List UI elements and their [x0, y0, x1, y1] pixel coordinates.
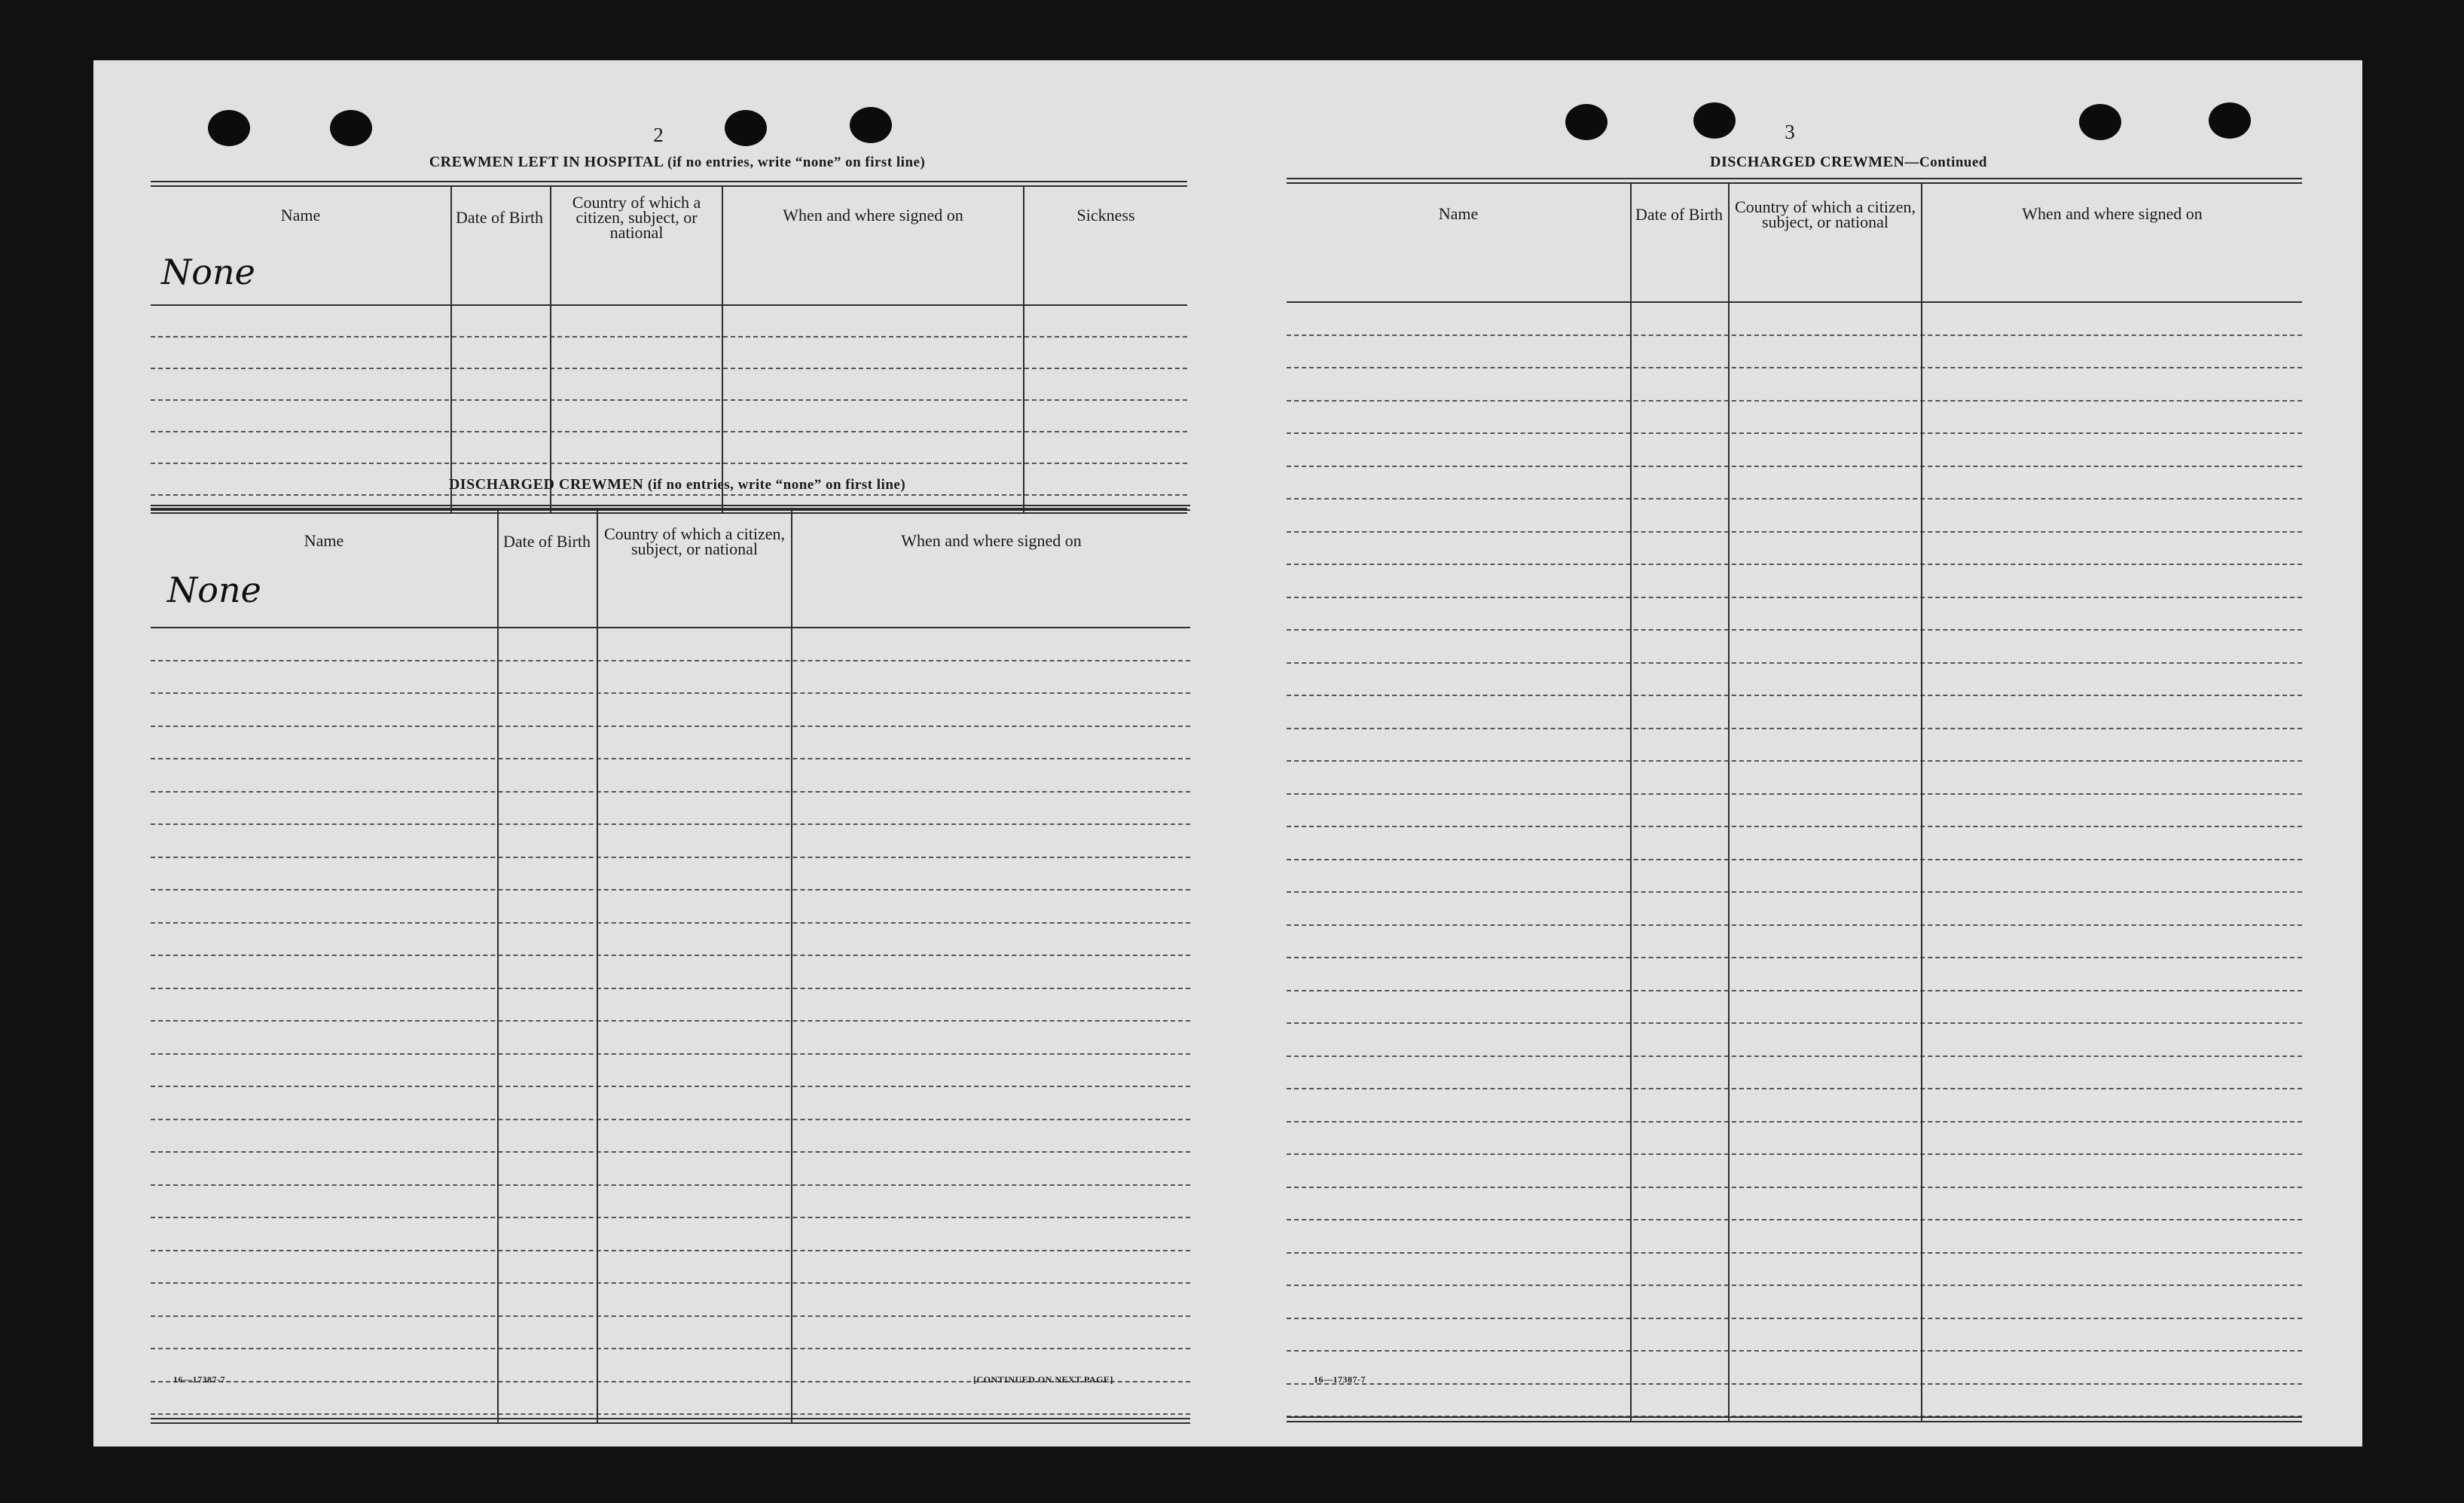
- column-rule: [1023, 187, 1024, 512]
- column-rule: [450, 187, 452, 512]
- bottom-rule: [1287, 1416, 2302, 1418]
- row-rule: [1287, 793, 2302, 795]
- column-rule: [1921, 184, 1922, 1421]
- bottom-rule: [1287, 1421, 2302, 1422]
- row-rule: [151, 1282, 1190, 1284]
- column-rule: [597, 511, 598, 1422]
- row-rule: [151, 463, 1187, 464]
- row-rule: [1287, 826, 2302, 827]
- column-header: Date of Birth: [502, 532, 591, 551]
- header-rule: [1287, 301, 2302, 303]
- row-rule: [1287, 1153, 2302, 1155]
- row-rule: [151, 922, 1190, 924]
- column-header: When and where signed on: [901, 531, 1082, 550]
- column-rule: [1630, 184, 1632, 1421]
- row-rule: [151, 791, 1190, 793]
- row-rule: [151, 758, 1190, 759]
- row-rule: [1287, 1088, 2302, 1089]
- row-rule: [1287, 728, 2302, 729]
- column-header: Date of Birth: [1635, 205, 1724, 224]
- page-number: 2: [653, 124, 664, 146]
- row-rule: [1287, 564, 2302, 565]
- continued-note: [CONTINUED ON NEXT PAGE]: [973, 1374, 1113, 1385]
- row-rule: [151, 955, 1190, 956]
- punch-hole: [1693, 102, 1736, 139]
- row-rule: [1287, 531, 2302, 533]
- row-rule: [1287, 760, 2302, 762]
- row-rule: [1287, 859, 2302, 860]
- punch-hole: [208, 110, 250, 146]
- row-rule: [1287, 498, 2302, 499]
- section-title: [150, 154, 1205, 171]
- row-rule: [151, 431, 1187, 432]
- row-rule: [1287, 1055, 2302, 1057]
- column-header: Sickness: [1076, 206, 1135, 225]
- punch-hole: [1565, 104, 1608, 140]
- row-rule: [151, 1413, 1190, 1415]
- column-rule: [1728, 184, 1730, 1421]
- header-rule: [151, 304, 1187, 306]
- row-rule: [1287, 367, 2302, 368]
- row-rule: [151, 1184, 1190, 1186]
- column-header: Date of Birth: [455, 208, 544, 227]
- hospital-instruction: (if no entries, write “none” on first line): [667, 154, 926, 170]
- row-rule: [1287, 597, 2302, 598]
- page-number: 3: [1785, 121, 1795, 143]
- discharged-continued-title: DISCHARGED CREWMEN: [1710, 154, 1905, 170]
- row-rule: [151, 1348, 1190, 1349]
- row-rule: [151, 1217, 1190, 1218]
- row-rule: [1287, 629, 2302, 631]
- row-rule: [1287, 1219, 2302, 1220]
- row-rule: [151, 823, 1190, 825]
- punch-hole: [725, 110, 767, 146]
- row-rule: [1287, 400, 2302, 402]
- discharged-title: DISCHARGED CREWMEN: [448, 476, 644, 493]
- row-rule: [151, 1053, 1190, 1055]
- row-rule: [151, 660, 1190, 661]
- handwritten-entry: None: [167, 570, 261, 610]
- column-rule: [550, 187, 551, 512]
- punch-hole: [2209, 102, 2251, 139]
- row-rule: [1287, 1022, 2302, 1024]
- punch-hole: [2079, 104, 2121, 140]
- row-rule: [1287, 891, 2302, 893]
- row-rule: [151, 1315, 1190, 1317]
- row-rule: [1287, 957, 2302, 958]
- row-rule: [1287, 335, 2302, 336]
- row-rule: [1287, 466, 2302, 467]
- column-rule: [497, 511, 499, 1422]
- row-rule: [151, 988, 1190, 989]
- section-title: [150, 476, 1205, 493]
- hospital-title: CREWMEN LEFT IN HOSPITAL: [429, 154, 664, 170]
- handwritten-entry: None: [161, 252, 255, 292]
- column-header: Country of which a citizen, subject, or national: [603, 524, 786, 558]
- row-rule: [1287, 990, 2302, 991]
- discharged-continued-table: [1287, 178, 2302, 1421]
- row-rule: [1287, 695, 2302, 696]
- row-rule: [151, 1151, 1190, 1153]
- column-header: When and where signed on: [2022, 204, 2203, 223]
- row-rule: [1287, 432, 2302, 434]
- column-header: Name: [304, 531, 344, 550]
- row-rule: [151, 494, 1187, 496]
- row-rule: [151, 1250, 1190, 1251]
- bottom-rule: [151, 1422, 1190, 1424]
- row-rule: [1287, 1318, 2302, 1319]
- header-rule: [151, 627, 1190, 628]
- bottom-rule: [151, 1418, 1190, 1419]
- discharged-table: [151, 505, 1190, 1422]
- form-number: 16—17387-7: [1314, 1374, 1366, 1385]
- column-header: Name: [1438, 204, 1479, 223]
- row-rule: [151, 857, 1190, 858]
- row-rule: [151, 1020, 1190, 1022]
- row-rule: [1287, 1252, 2302, 1254]
- row-rule: [151, 336, 1187, 338]
- discharged-continued-suffix: —Continued: [1904, 154, 1987, 170]
- row-rule: [1287, 1285, 2302, 1286]
- row-rule: [1287, 1383, 2302, 1385]
- column-rule: [722, 187, 723, 512]
- punch-hole: [850, 107, 892, 143]
- column-header: Country of which a citizen, subject, or national: [572, 193, 701, 242]
- row-rule: [1287, 662, 2302, 664]
- row-rule: [151, 368, 1187, 369]
- row-rule: [151, 726, 1190, 727]
- row-rule: [151, 399, 1187, 401]
- row-rule: [1287, 1350, 2302, 1352]
- row-rule: [1287, 1121, 2302, 1123]
- section-title: [1329, 154, 2368, 171]
- row-rule: [151, 1086, 1190, 1087]
- column-header: Name: [280, 206, 321, 225]
- column-header: When and where signed on: [783, 206, 963, 225]
- column-header: Country of which a citizen, subject, or national: [1734, 197, 1916, 231]
- row-rule: [151, 889, 1190, 890]
- column-rule: [791, 511, 792, 1422]
- punch-hole: [330, 110, 372, 146]
- row-rule: [151, 692, 1190, 694]
- discharged-instruction: (if no entries, write “none” on first line): [647, 477, 906, 493]
- form-number: 16—17387-7: [173, 1374, 225, 1385]
- row-rule: [1287, 1187, 2302, 1188]
- hospital-table: [151, 181, 1187, 515]
- form-sheet: [93, 60, 2362, 1446]
- row-rule: [1287, 924, 2302, 926]
- row-rule: [151, 1119, 1190, 1120]
